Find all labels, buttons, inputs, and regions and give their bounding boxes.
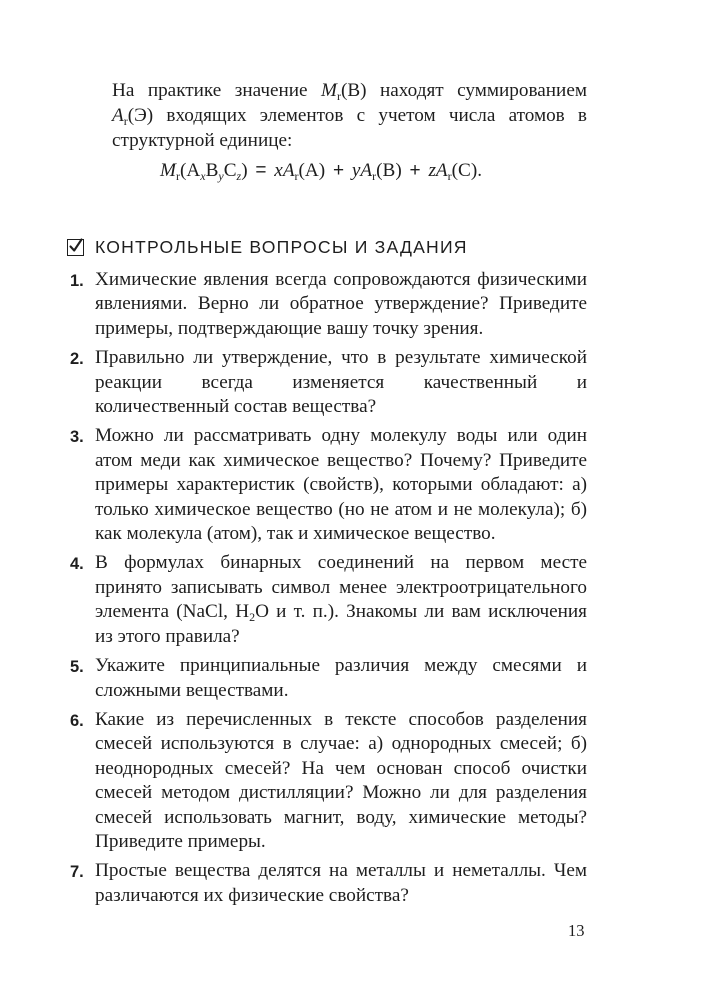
molar-mass-formula [160, 160, 482, 184]
formula-equals: = [255, 160, 267, 181]
list-item [70, 654, 587, 703]
formula-term2-coef: y [351, 160, 361, 181]
ar-symbol: A [112, 105, 124, 126]
formula-term3-sub: r [447, 169, 452, 183]
formula-term2-arg: (B) [376, 160, 402, 181]
ar-subscript: r [123, 114, 128, 128]
formula-index-z: z [236, 169, 242, 183]
list-item [70, 551, 587, 649]
question-number: 6. [70, 711, 84, 730]
formula-element-c: C [223, 160, 237, 181]
question-text: Какие из перечисленных в тексте способов разделения смесей используются в случае: а) однородных смесей; б) неоднородных смесей? На чем основан способ очистки смесей методом дистилляции? Можно ли для разделения смесей использовать магнит, воду, химические методы? Приведите примеры. [95, 708, 587, 852]
formula-term3-coef: z [428, 160, 436, 181]
intro-paragraph [79, 78, 587, 153]
mr-argument: (B) [340, 80, 367, 101]
question-number: 4. [70, 555, 84, 574]
question-number: 3. [70, 428, 84, 447]
question-number: 1. [70, 272, 84, 290]
formula-term3-arg: (C). [451, 160, 483, 181]
checkbox-icon [67, 239, 84, 256]
question-text-part-a: В формулах бинарных соединений на первом месте принято записывать символ менее электроотрицательного элемента (NaCl, H [95, 552, 587, 623]
intro-text-end: входящих элементов с учетом числа атомов в структурной единице: [112, 105, 587, 151]
question-number: 7. [70, 863, 84, 882]
question-text: Простые вещества делятся на металлы и неметаллы. Чем различаются их физические свойства? [95, 860, 587, 906]
formula-term3-symbol: A [435, 160, 448, 181]
section-heading [67, 237, 468, 258]
list-item [70, 424, 587, 546]
question-text: Химические явления всегда сопровождаются физическими явлениями. Верно ли обратное утверждение? Приведите примеры, подтверждающие вашу точку зрения. [95, 269, 587, 339]
list-item [70, 859, 587, 908]
formula-term2-symbol: A [360, 160, 373, 181]
mr-symbol: M [321, 80, 337, 101]
question-number: 5. [70, 658, 84, 677]
formula-term1-sub: r [294, 169, 299, 183]
formula-term1-arg: (A) [298, 160, 326, 181]
formula-plus-1: + [332, 160, 345, 181]
question-text [95, 551, 587, 649]
list-item [70, 708, 587, 854]
formula-lhs-symbol: M [160, 160, 176, 181]
formula-term2-sub: r [372, 169, 377, 183]
list-item [70, 268, 587, 341]
question-text: Правильно ли утверждение, что в результате химической реакции всегда изменяется качественный и количественный состав вещества? [95, 347, 587, 418]
section-title: КОНТРОЛЬНЫЕ ВОПРОСЫ И ЗАДАНИЯ [95, 237, 468, 257]
list-item [70, 346, 587, 419]
formula-lhs-close: ) [241, 160, 248, 181]
intro-text-middle: находят суммированием [366, 80, 587, 101]
formula-term1-symbol: A [282, 160, 295, 181]
question-list [70, 268, 587, 913]
formula-index-x: x [200, 169, 206, 183]
mr-subscript: r [336, 89, 341, 103]
intro-text [79, 78, 587, 153]
formula-index-y: y [218, 169, 224, 183]
formula-plus-2: + [409, 160, 421, 181]
formula-lhs-open: (A [179, 160, 201, 181]
intro-text-start: На практике значение [112, 80, 321, 101]
formula-lhs-sub: r [175, 169, 180, 183]
page-number: 13 [568, 921, 585, 940]
question-text: Укажите принципиальные различия между смесями и сложными веществами. [95, 655, 587, 701]
formula-element-b: B [205, 160, 219, 181]
formula-term1-coef: x [274, 160, 283, 181]
ar-argument: (Э) [127, 105, 154, 126]
h2o-subscript: 2 [249, 610, 256, 625]
question-text-part-b: O и т. п.). Знакомы ли вам исключения из этого правила? [95, 601, 587, 647]
question-text: Можно ли рассматривать одну молекулу воды или один атом меди как химическое вещество? Почему? Приведите примеры характеристик (свойств), которыми обладают: а) только химическое вещество (но не атом и не молекула); б) как молекула (атом), так и химическое вещество. [95, 425, 587, 545]
question-number: 2. [70, 350, 84, 369]
